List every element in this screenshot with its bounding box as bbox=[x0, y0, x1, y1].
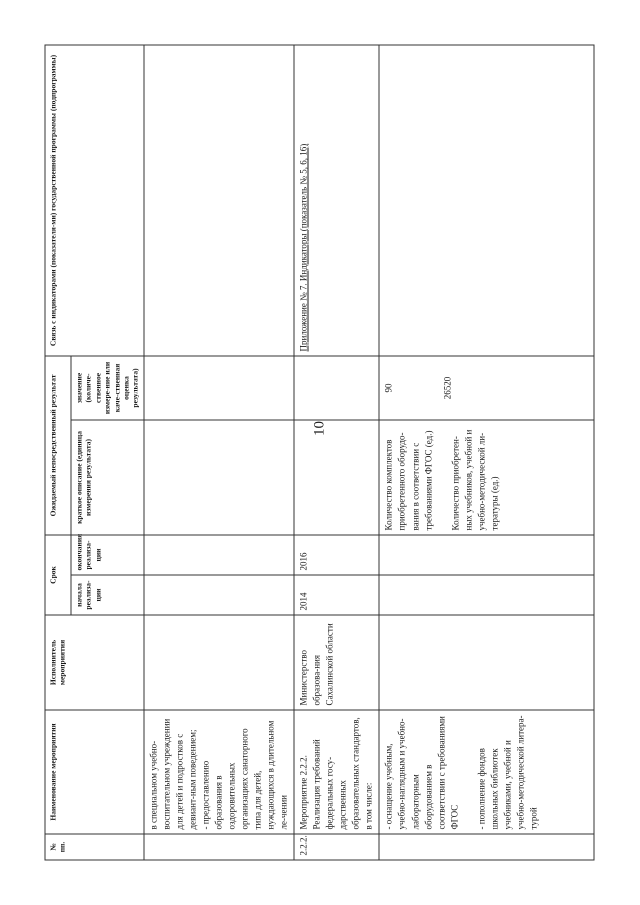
cell-link bbox=[294, 45, 379, 356]
cell-desc bbox=[144, 420, 295, 535]
cell-link bbox=[144, 45, 295, 356]
cell-executor bbox=[379, 615, 594, 710]
cell-executor: Министерство образова-ния Сахалинской области bbox=[294, 615, 379, 710]
desc-item-1: Количество комплектов приобретенного оборудо-вания в соответствии с требованиями ФГОС (ед.) bbox=[383, 430, 434, 531]
program-table bbox=[45, 44, 595, 860]
header-result-value: значение (количе-ственное измере-ние или каче-ственная оценка результата) bbox=[71, 356, 144, 420]
header-row bbox=[45, 45, 71, 860]
indicators-link: Приложение № 7. Индикаторы (показатель № 5, 6, 16) bbox=[298, 143, 309, 352]
cell-start bbox=[144, 575, 295, 615]
table-row bbox=[379, 45, 594, 860]
cell-name bbox=[144, 710, 295, 834]
name-text: в специальном учебно-воспитательном учреждении для детей и подростков с девиант-ным поведением; - предоставлению образования в оздоровительных организациях санаторного типа для детей, нуждающихся в длительном ле-чении bbox=[148, 718, 289, 830]
cell-end bbox=[379, 535, 594, 575]
value-item-2: 26520 bbox=[442, 376, 453, 400]
cell-end: 2016 bbox=[294, 535, 379, 575]
header-result-desc: краткое описание (единица измерения результата) bbox=[71, 420, 144, 535]
desc-item-2: Количество приобретен-ных учебников, учебной и учебно-методической ли-тературы (ед.) bbox=[450, 429, 500, 531]
cell-name: Мероприятие 2.2.2. Реализация требований федеральных госу-дарственных образовательных стандартов, в том числе: bbox=[294, 710, 379, 834]
header-num: № пп. bbox=[45, 834, 144, 860]
header-term: Срок bbox=[45, 535, 71, 615]
cell-value bbox=[144, 356, 295, 420]
header-term-start: начала реализа-ции bbox=[71, 575, 144, 615]
name-item-1: - оснащение учебным, учебно-наглядным и учебно-лабораторным оборудованием в соответствии с требованиями ФГОС bbox=[383, 716, 460, 830]
table-row bbox=[294, 45, 379, 860]
cell-num bbox=[144, 834, 295, 860]
header-result: Ожидаемый непосредственный результат bbox=[45, 356, 71, 535]
cell-value bbox=[294, 356, 379, 420]
value-item-1: 90 bbox=[383, 383, 394, 393]
cell-end bbox=[144, 535, 295, 575]
cell-desc bbox=[379, 420, 594, 535]
cell-link bbox=[379, 45, 594, 356]
header-executor: Исполнитель мероприятия bbox=[45, 615, 144, 710]
header-link: Связь с индикаторами (показателя-ми) государственной программы (подпрограммы) bbox=[45, 45, 144, 356]
table-row bbox=[144, 45, 295, 860]
cell-executor bbox=[144, 615, 295, 710]
cell-start bbox=[379, 575, 594, 615]
cell-num: 2.2.2. bbox=[294, 834, 379, 860]
cell-start: 2014 bbox=[294, 575, 379, 615]
rotated-table-wrapper bbox=[45, 46, 595, 861]
cell-name bbox=[379, 710, 594, 834]
cell-desc bbox=[294, 420, 379, 535]
name-item-2: - пополнение фондов школьных библиотек учебниками, учебной и учебно-методической литера-турой bbox=[476, 715, 539, 830]
cell-num bbox=[379, 834, 594, 860]
cell-value bbox=[379, 356, 594, 420]
header-name: Наименование мероприятия bbox=[45, 710, 144, 834]
header-term-end: окончания реализа-ции bbox=[71, 535, 144, 575]
page-number: 10 bbox=[311, 421, 328, 436]
